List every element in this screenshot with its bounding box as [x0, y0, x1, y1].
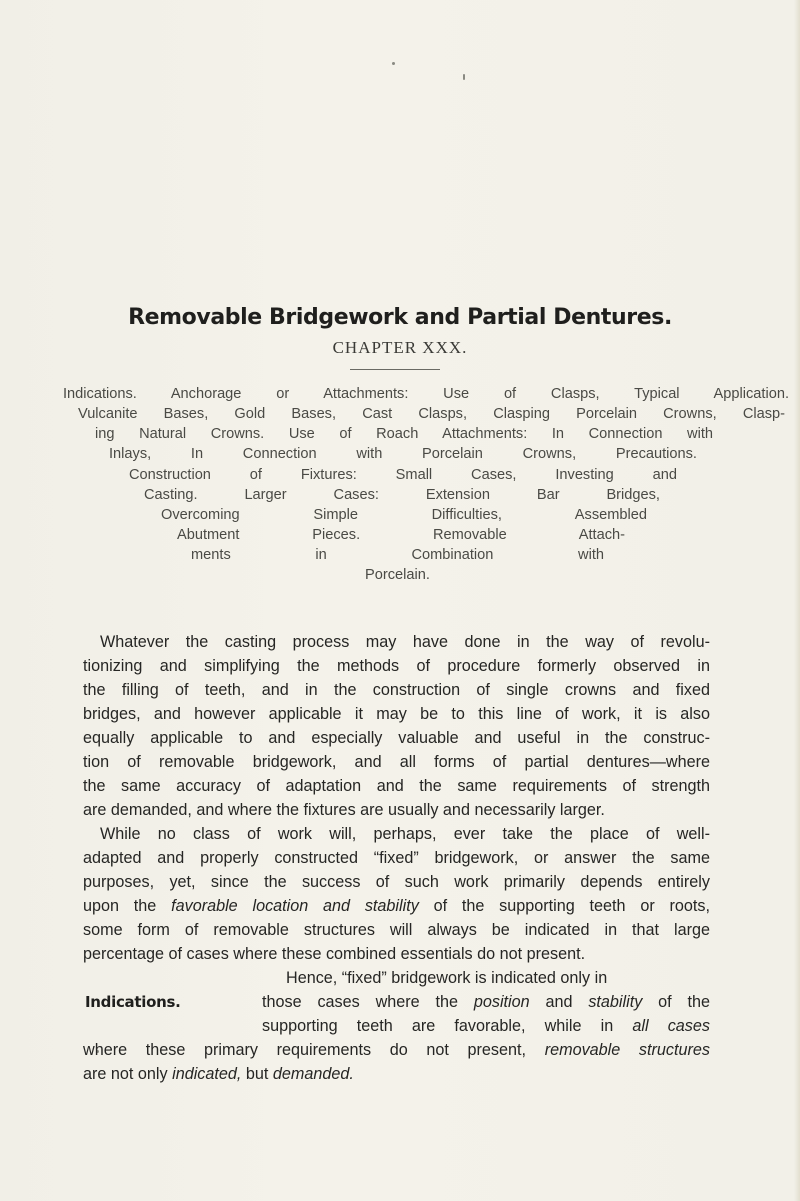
body-text-line: are demanded, and where the fixtures are usually and necessarily larger. — [83, 801, 605, 819]
margin-note: Indications. — [85, 993, 181, 1011]
body-text-line: percentage of cases where these combined essentials do not present. — [83, 945, 586, 963]
synopsis-line: Abutment Pieces. Removable Attach- — [177, 527, 625, 543]
synopsis-line: Porcelain. — [365, 567, 430, 583]
paper-speck — [392, 62, 395, 65]
body-text-line: those cases where the position and stability of the — [262, 993, 710, 1011]
body-text-line: Hence, “fixed” bridgework is indicated only in — [286, 969, 608, 987]
synopsis-line: Indications. Anchorage or Attachments: Use of Clasps, Typical Application. — [63, 386, 789, 402]
emphasis-text: indicated, — [172, 1065, 242, 1083]
body-text-line: where these primary requirements do not present, removable structures — [83, 1041, 710, 1059]
emphasis-text: stability — [588, 993, 643, 1011]
body-text-line: the filling of teeth, and in the construction of single crowns and fixed — [83, 681, 710, 699]
body-text-line: purposes, yet, since the success of such work primarily depends entirely — [83, 873, 710, 891]
synopsis-line: Overcoming Simple Difficulties, Assembled — [161, 507, 647, 523]
body-text-line: the same accuracy of adaptation and the same requirements of strength — [83, 777, 710, 795]
body-text-line: While no class of work will, perhaps, ever take the place of well- — [100, 825, 710, 843]
paper-speck — [463, 74, 465, 80]
body-text-line: are not only indicated, but demanded. — [83, 1065, 354, 1083]
body-text-line: supporting teeth are favorable, while in all cases — [262, 1017, 710, 1035]
body-text-line: some form of removable structures will always be indicated in that large — [83, 921, 710, 939]
synopsis-line: ments in Combination with — [191, 547, 604, 563]
body-text-line: Whatever the casting process may have done in the way of revolu- — [100, 633, 710, 651]
body-text-line: tion of removable bridgework, and all forms of partial dentures—where — [83, 753, 710, 771]
page-edge — [794, 0, 800, 1201]
synopsis-line: ing Natural Crowns. Use of Roach Attachments: In Connection with — [95, 426, 713, 442]
synopsis-line: Construction of Fixtures: Small Cases, Investing and — [129, 467, 677, 483]
body-text-line: bridges, and however applicable it may be to this line of work, it is also — [83, 705, 710, 723]
chapter-heading: CHAPTER XXX. — [332, 338, 468, 357]
emphasis-text: demanded. — [272, 1065, 354, 1083]
body-text-line: upon the favorable location and stability of the supporting teeth or roots, — [83, 897, 711, 915]
emphasis-text: all cases — [632, 1017, 710, 1035]
heading-rule — [350, 369, 440, 370]
synopsis-line: Inlays, In Connection with Porcelain Crowns, Precautions. — [109, 446, 697, 462]
emphasis-text: position — [473, 993, 530, 1011]
body-text-line: adapted and properly constructed “fixed” bridgework, or answer the same — [83, 849, 710, 867]
emphasis-text: favorable location and stability — [171, 897, 419, 915]
body-text-line: tionizing and simplifying the methods of procedure formerly observed in — [83, 657, 710, 675]
page-title: Removable Bridgework and Partial Dentures. — [128, 305, 672, 330]
synopsis-line: Vulcanite Bases, Gold Bases, Cast Clasps, Clasping Porcelain Crowns, Clasp- — [78, 406, 785, 422]
synopsis-line: Casting. Larger Cases: Extension Bar Bridges, — [144, 487, 660, 503]
body-text-line: equally applicable to and especially valuable and useful in the construc- — [83, 729, 710, 747]
emphasis-text: removable structures — [544, 1041, 710, 1059]
